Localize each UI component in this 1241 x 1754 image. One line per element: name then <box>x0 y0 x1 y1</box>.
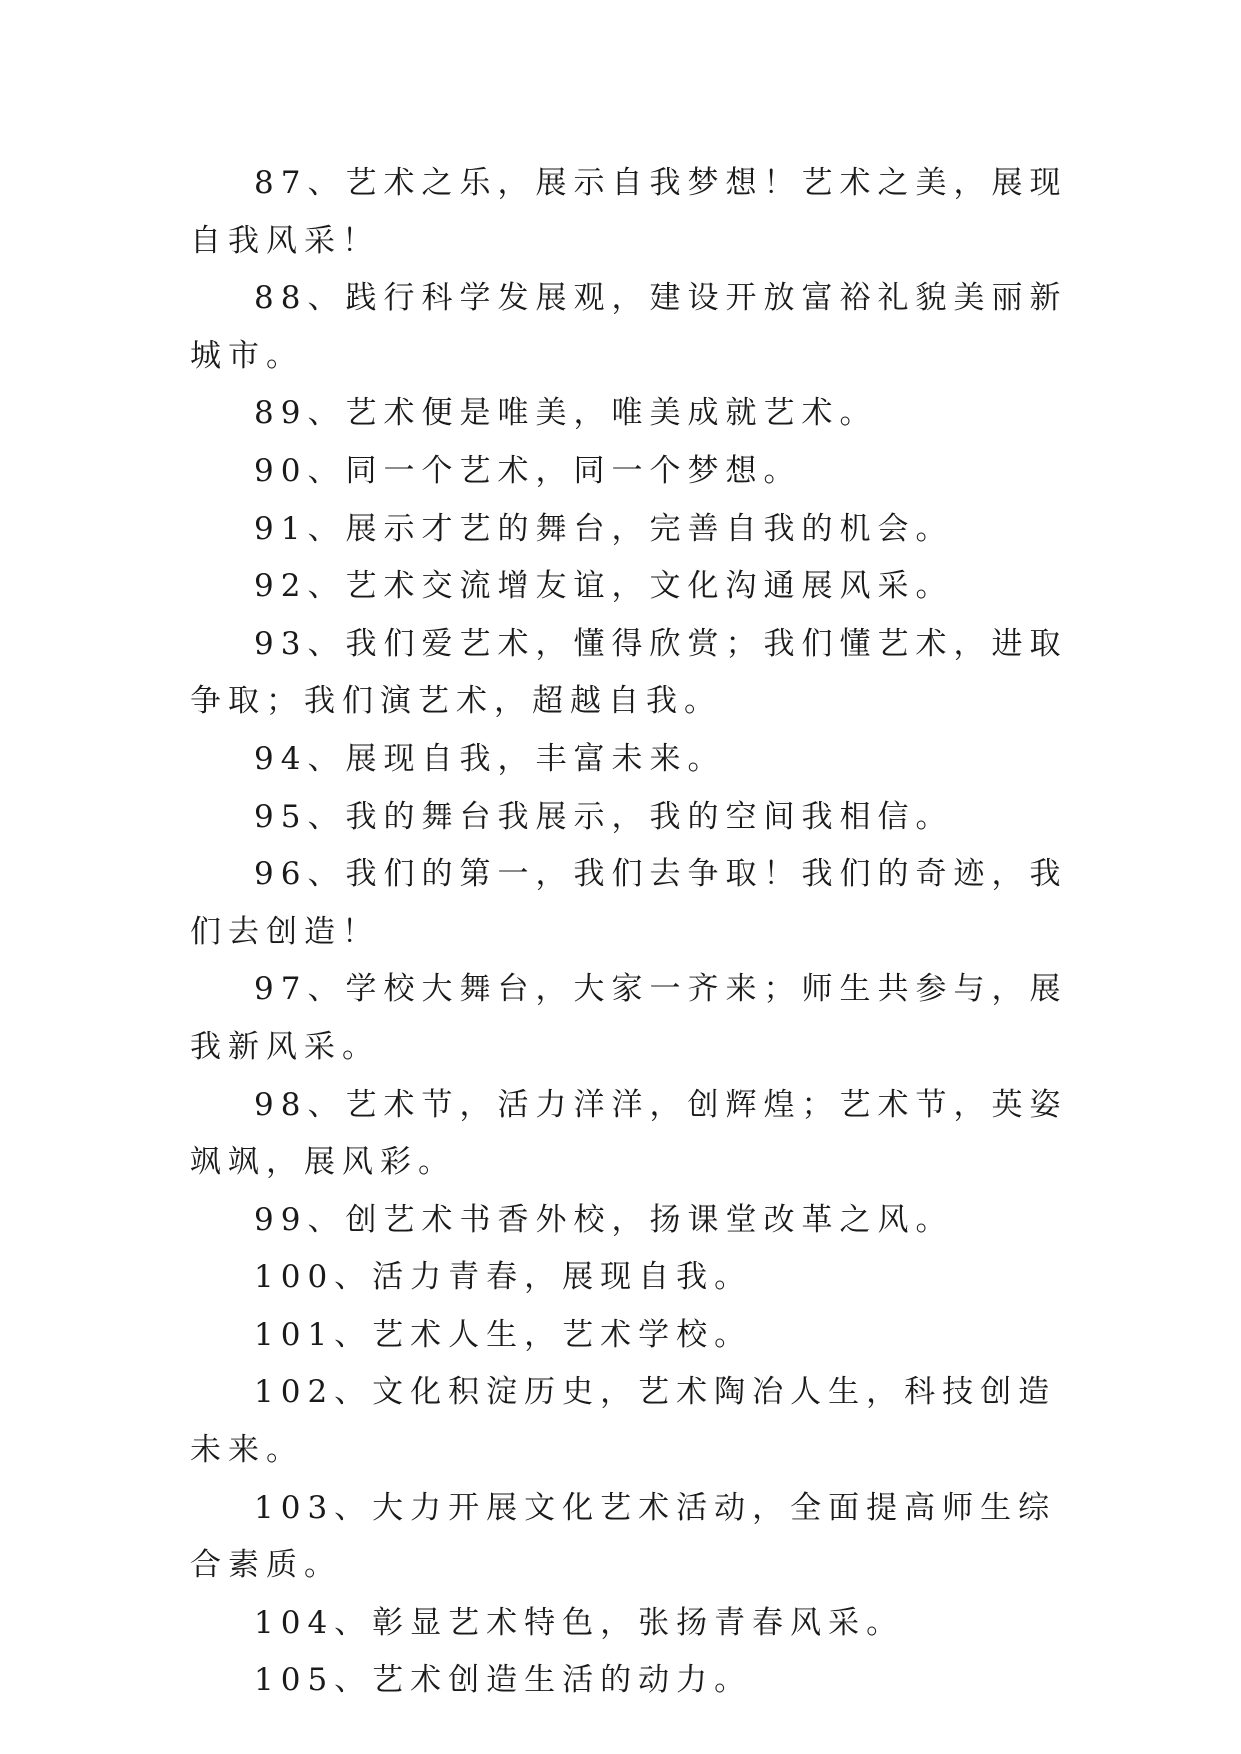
slogan-paragraph: 92、艺术交流增友谊，文化沟通展风采。 <box>254 568 954 605</box>
slogan-paragraph: 103、大力开展文化艺术活动，全面提高师生综合素质。 <box>190 1489 1057 1584</box>
slogan-paragraph: 102、文化积淀历史，艺术陶冶人生，科技创造未来。 <box>190 1374 1057 1469</box>
slogan-paragraph: 101、艺术人生，艺术学校。 <box>254 1316 753 1353</box>
slogan-paragraph: 88、践行科学发展观，建设开放富裕礼貌美丽新城市。 <box>190 280 1068 374</box>
slogan-paragraph: 98、艺术节，活力洋洋，创辉煌；艺术节，英姿飒飒，展风彩。 <box>190 1086 1068 1181</box>
slogan-paragraph: 89、艺术便是唯美，唯美成就艺术。 <box>254 395 878 432</box>
slogan-paragraph: 94、展现自我，丰富未来。 <box>254 740 726 777</box>
slogan-paragraph: 96、我们的第一，我们去争取！我们的奇迹，我们去创造！ <box>190 856 1068 950</box>
slogan-paragraph: 95、我的舞台我展示，我的空间我相信。 <box>254 798 954 835</box>
slogan-paragraph: 99、创艺术书香外校，扬课堂改革之风。 <box>254 1201 954 1238</box>
slogan-paragraph: 91、展示才艺的舞台，完善自我的机会。 <box>254 510 954 547</box>
slogan-paragraph: 97、学校大舞台，大家一齐来；师生共参与，展我新风采。 <box>190 971 1068 1065</box>
slogan-paragraph: 104、彰显艺术特色，张扬青春风采。 <box>254 1604 905 1641</box>
slogan-paragraph: 90、同一个艺术，同一个梦想。 <box>254 452 802 489</box>
slogan-paragraph: 93、我们爱艺术，懂得欣赏；我们懂艺术，进取争取；我们演艺术，超越自我。 <box>190 625 1068 720</box>
slogan-paragraph: 100、活力青春，展现自我。 <box>254 1259 753 1296</box>
document-body <box>190 155 1070 1710</box>
slogan-paragraph: 87、艺术之乐，展示自我梦想！艺术之美，展现自我风采！ <box>190 165 1068 259</box>
slogan-paragraph: 105、艺术创造生活的动力。 <box>254 1662 753 1699</box>
